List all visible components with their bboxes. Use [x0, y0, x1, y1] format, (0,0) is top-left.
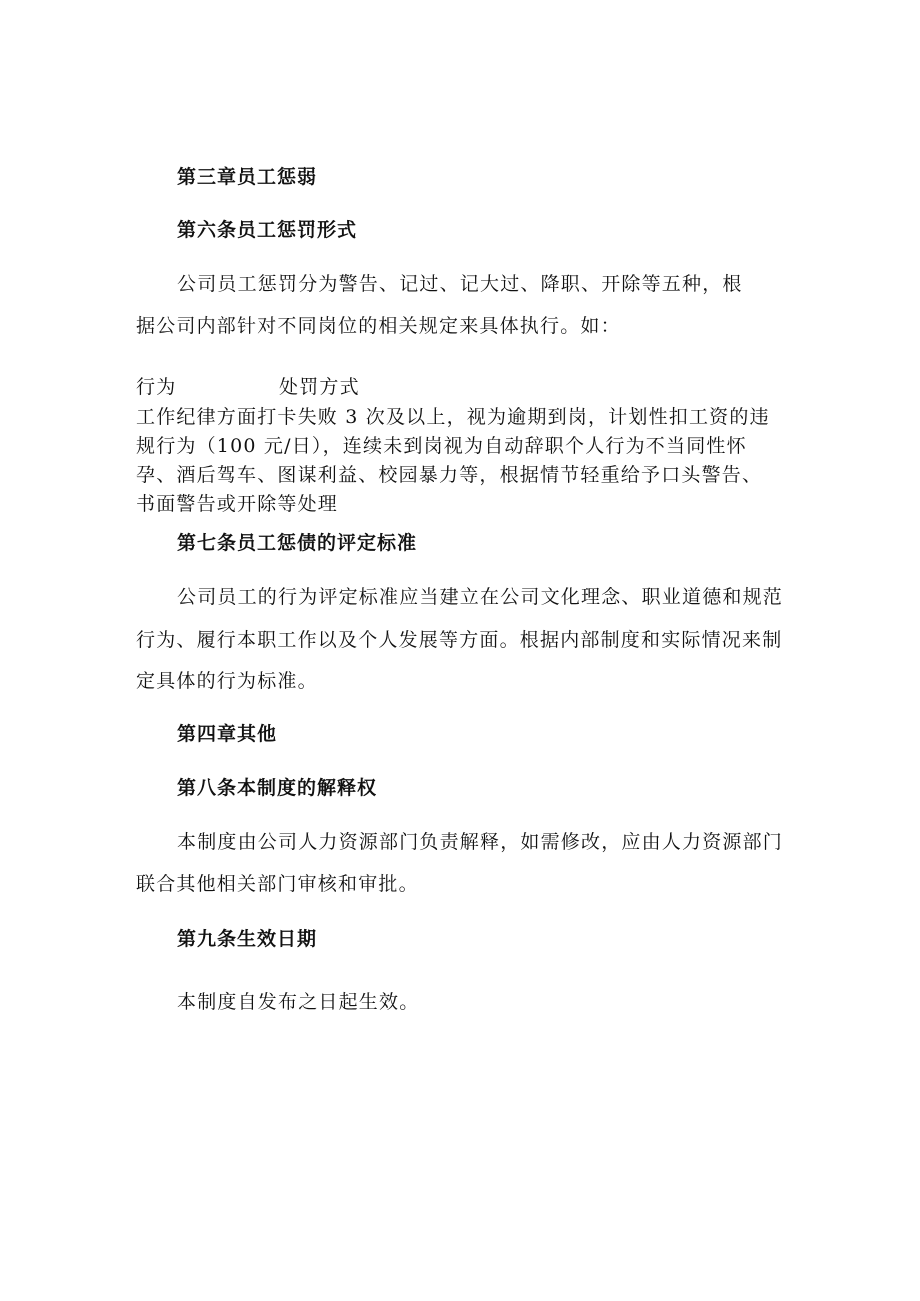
article-6-paragraph-line-1: 公司员工惩罚分为警告、记过、记大过、降职、开除等五种，根 — [177, 273, 743, 295]
article-6-heading: 第六条员工惩罚形式 — [177, 219, 358, 241]
article-9-paragraph-line-1: 本制度自发布之日起生效。 — [177, 991, 420, 1013]
table-text-line-3: 孕、酒后驾车、图谋利益、校园暴力等，根据情节轻重给予口头警告、 — [136, 464, 763, 486]
article-8-heading: 第八条本制度的解释权 — [177, 777, 378, 799]
table-text-line-2: 规行为（100 元/日），连续未到岗视为自动辞职个人行为不当同性怀 — [136, 435, 747, 457]
article-7-paragraph-line-1: 公司员工的行为评定标准应当建立在公司文化理念、职业道德和规范 — [177, 586, 784, 608]
article-7-paragraph-line-3: 定具体的行为标准。 — [136, 670, 318, 692]
chapter-3-heading: 第三章员工惩弱 — [177, 166, 318, 188]
chapter-4-heading: 第四章其他 — [177, 723, 278, 745]
table-header-behavior: 行为 — [136, 376, 177, 398]
article-6-paragraph-line-2: 据公司内部针对不同岗位的相关规定来具体执行。如： — [136, 315, 621, 337]
article-7-paragraph-line-2: 行为、履行本职工作以及个人发展等方面。根据内部制度和实际情况来制 — [136, 629, 783, 651]
article-7-heading: 第七条员工惩债的评定标准 — [177, 532, 418, 554]
table-text-line-4: 书面警告或开除等处理 — [136, 493, 339, 515]
table-text-line-1: 工作纪律方面打卡失败 3 次及以上，视为逾期到岗，计划性扣工资的违 — [136, 406, 770, 428]
article-8-paragraph-line-1: 本制度由公司人力资源部门负责解释，如需修改，应由人力资源部门 — [177, 831, 784, 853]
table-header-penalty: 处罚方式 — [279, 376, 360, 398]
article-9-heading: 第九条生效日期 — [177, 928, 318, 950]
article-8-paragraph-line-2: 联合其他相关部门审核和审批。 — [136, 873, 419, 895]
